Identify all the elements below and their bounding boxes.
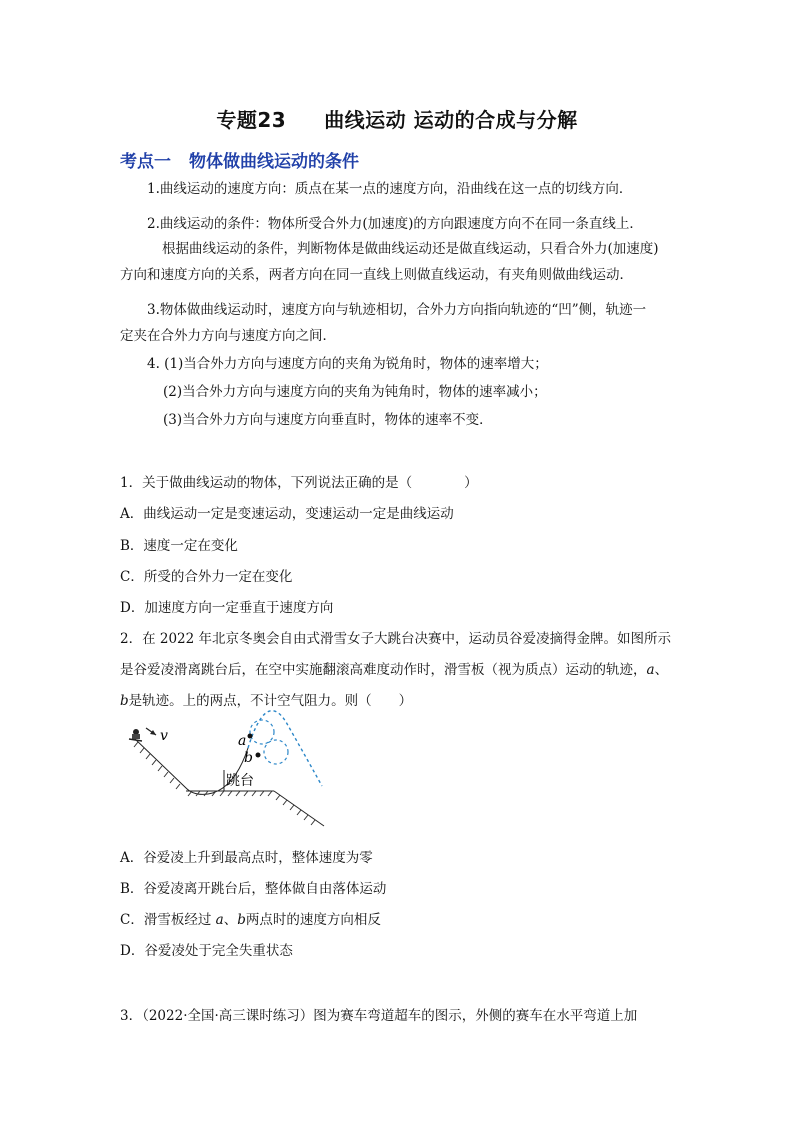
point-b-label: b — [244, 750, 253, 766]
page-title — [0, 104, 794, 133]
point-4-line-2: (2)当合外力方向与速度方向的夹角为钝角时，物体的速率减小； — [163, 384, 547, 400]
point-b-marker — [256, 753, 261, 758]
point-a-label: a — [238, 733, 247, 749]
point-3: 3.物体做曲线运动时，速度方向与轨迹相切，合外力方向指向轨迹的“凹”侧，轨迹一 — [147, 302, 647, 318]
question-1-stem: 1．关于做曲线运动的物体，下列说法正确的是（ ） — [120, 475, 478, 491]
question-1-option-a: A．曲线运动一定是变速运动，变速运动一定是曲线运动 — [120, 506, 454, 522]
landing-slope-line — [274, 791, 324, 826]
question-2-option-d: D．谷爱凌处于完全失重状态 — [120, 943, 293, 959]
rotation-loop-lower — [264, 740, 288, 764]
point-2: 2.曲线运动的条件：物体所受合外力(加速度)的方向跟速度方向不在同一条直线上． — [147, 216, 643, 232]
question-2-option-b: B．谷爱凌离开跳台后，整体做自由落体运动 — [120, 881, 387, 897]
question-2-stem-line-1: 2．在 2022 年北京冬奥会自由式滑雪女子大跳台决赛中，运动员谷爱凌摘得金牌。如图所示 — [120, 631, 672, 647]
point-2-line-2: 根据曲线运动的条件，判断物体是做曲线运动还是做直线运动，只看合外力(加速度) — [162, 241, 659, 257]
rotation-loop-upper — [250, 720, 274, 744]
point-4-line-3: (3)当合外力方向与速度方向垂直时，物体的速率不变． — [163, 412, 493, 428]
velocity-arrow-icon — [146, 728, 156, 735]
heading-label: 考点一 — [120, 152, 171, 172]
question-1-option-b: B．速度一定在变化 — [120, 538, 238, 554]
point-2-line-3: 方向和速度方向的关系，两者方向在同一直线上则做直线运动，有夹角则做曲线运动． — [120, 267, 633, 283]
question-1-option-d: D．加速度方向一定垂直于速度方向 — [120, 600, 334, 616]
question-2-option-a: A．谷爱凌上升到最高点时，整体速度为零 — [120, 850, 373, 866]
section-heading — [120, 147, 359, 172]
question-2-stem-line-2: 是谷爱凌滑离跳台后，在空中实施翻滚高难度动作时，滑雪板（视为质点）运动的轨迹，a、 — [120, 662, 669, 678]
question-3-stem: 3．（2022·全国·高三课时练习）图为赛车弯道超车的图示，外侧的赛车在水平弯道上加 — [120, 1008, 638, 1024]
point-4: 4. (1)当合外力方向与速度方向的夹角为锐角时，物体的速率增大； — [147, 356, 548, 372]
point-3-line-2: 定夹在合外力方向与速度方向之间． — [120, 328, 336, 344]
point-1: 1.曲线运动的速度方向：质点在某一点的速度方向，沿曲线在这一点的切线方向． — [147, 181, 633, 197]
question-1-option-c: C．所受的合外力一定在变化 — [120, 569, 293, 585]
ski-jump-figure — [126, 708, 336, 833]
question-2-stem-line-3: b是轨迹。上的两点，不计空气阻力。则（ ） — [120, 693, 413, 709]
velocity-label: v — [160, 728, 168, 744]
point-a-marker — [248, 734, 253, 739]
heading-text: 物体做曲线运动的条件 — [189, 152, 359, 172]
question-2-option-c: C．滑雪板经过 a、b两点时的速度方向相反 — [120, 912, 381, 928]
trajectory-path — [248, 711, 322, 786]
title-topic-name: 曲线运动 运动的合成与分解 — [324, 108, 578, 132]
title-topic-number: 专题23 — [216, 108, 287, 132]
platform-label: 跳台 — [226, 773, 254, 789]
